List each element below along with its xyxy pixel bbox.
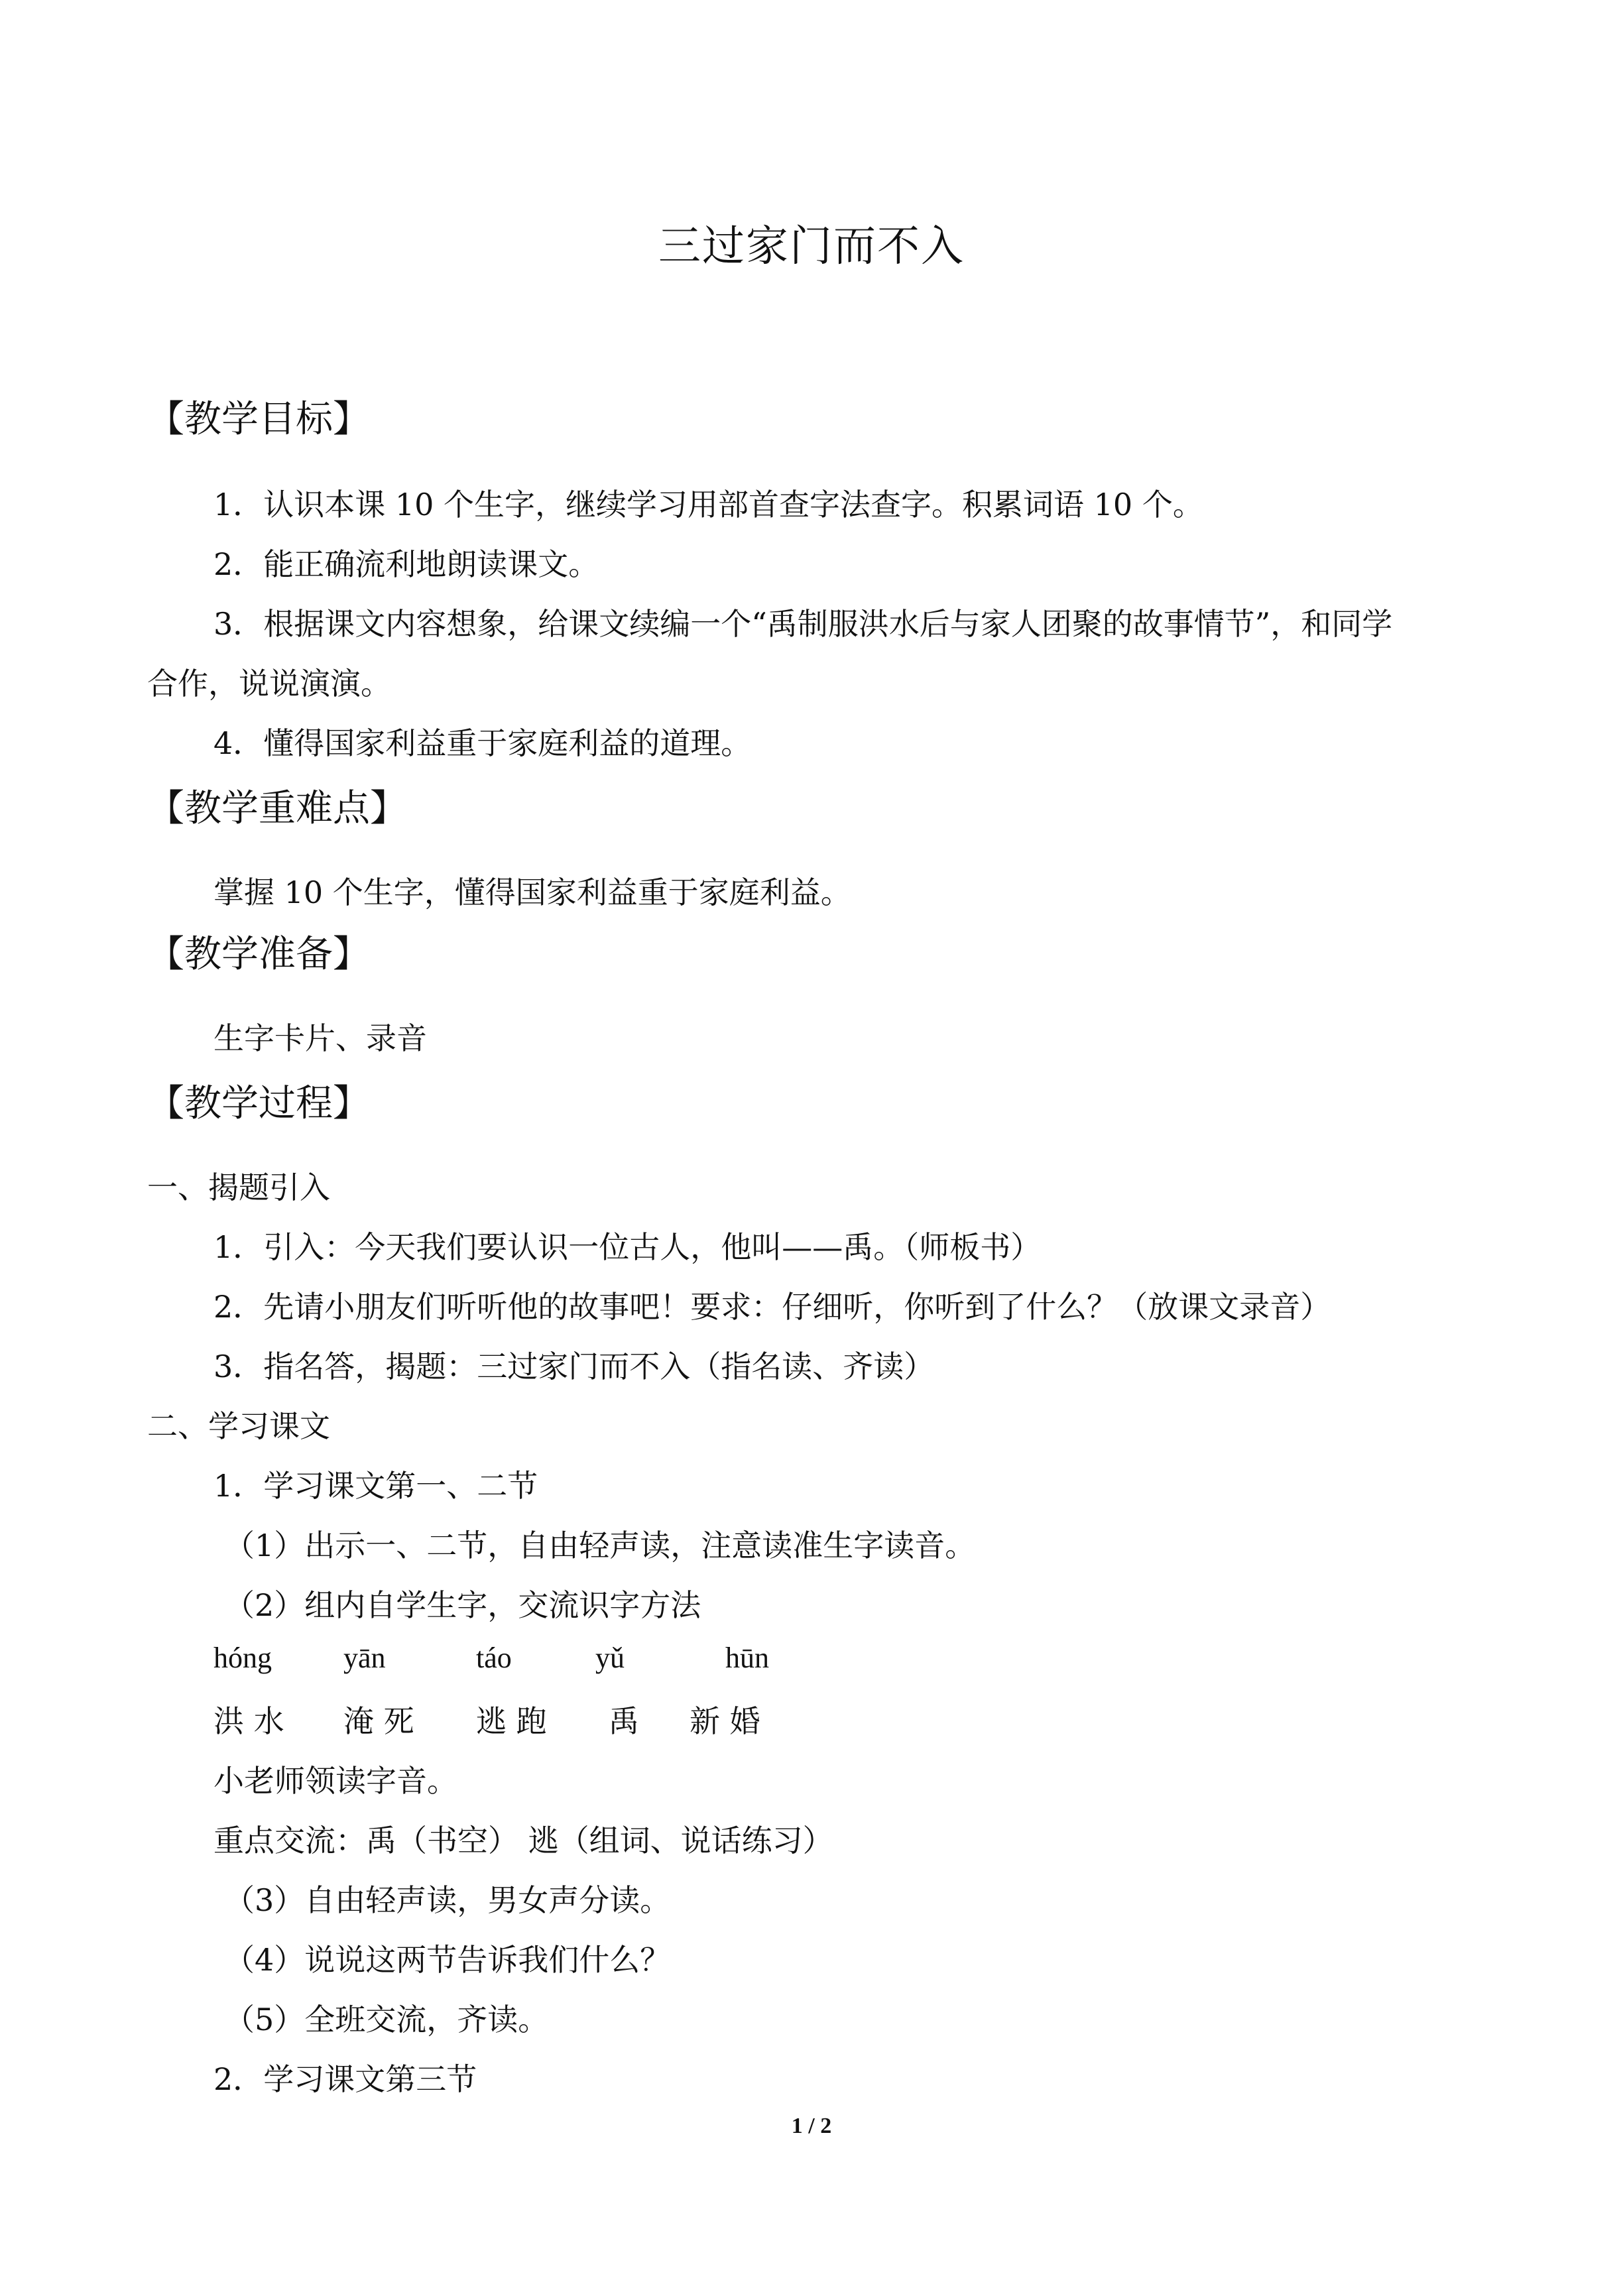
process-part1-title: 一、揭题引入 [147, 1170, 330, 1205]
pinyin-yan: yān [343, 1642, 386, 1674]
objective-item-continuation: 合作，说说演演。 [147, 666, 391, 701]
pinyin-tao: táo [476, 1642, 512, 1674]
process-part2-title: 二、学习课文 [147, 1408, 330, 1444]
process-part2-sub: （3）自由轻声读，男女声分读。 [224, 1882, 671, 1918]
process-part2-lead: 小老师领读字音。 [213, 1763, 457, 1799]
word-yansi: 淹 死 [343, 1703, 414, 1739]
process-part2-sub: （1）出示一、二节，自由轻声读，注意读准生字读音。 [224, 1528, 976, 1563]
pinyin-hun: hūn [725, 1642, 769, 1674]
objective-item: 1．认识本课 10 个生字，继续学习用部首查字法查字。积累词语 10 个。 [213, 487, 1203, 522]
pinyin-yu: yǔ [595, 1642, 625, 1674]
preparation-text: 生字卡片、录音 [213, 1020, 427, 1056]
objective-item: 4．懂得国家利益重于家庭利益的道理。 [213, 725, 752, 761]
document-title: 三过家门而不入 [658, 222, 965, 271]
process-part1-item: 1．引入：今天我们要认识一位古人，他叫——禹。（师板书） [213, 1229, 1042, 1265]
process-part2-step: 2．学习课文第三节 [213, 2061, 477, 2097]
heading-preparation: 【教学准备】 [147, 933, 370, 976]
process-part2-sub: （4）说说这两节告诉我们什么？ [224, 1942, 671, 1978]
pinyin-hong: hóng [213, 1642, 272, 1674]
word-taopao: 逃 跑 [476, 1703, 547, 1739]
process-part1-item: 3．指名答，揭题：三过家门而不入（指名读、齐读） [213, 1349, 935, 1384]
word-xinhun: 新 婚 [690, 1703, 760, 1739]
heading-key-points: 【教学重难点】 [147, 787, 407, 830]
key-points-text: 掌握 10 个生字，懂得国家利益重于家庭利益。 [213, 875, 851, 910]
process-part2-focus: 重点交流：禹（书空） 逃（组词、说话练习） [213, 1823, 833, 1858]
word-yu: 禹 [609, 1703, 639, 1739]
page-number: 1 / 2 [791, 2114, 832, 2138]
process-part2-step: 1．学习课文第一、二节 [213, 1468, 538, 1504]
objective-item: 3．根据课文内容想象，给课文续编一个“禹制服洪水后与家人团聚的故事情节”，和同学 [213, 606, 1393, 642]
word-hongshui: 洪 水 [213, 1703, 284, 1739]
heading-process: 【教学过程】 [147, 1082, 370, 1125]
process-part2-sub: （5）全班交流，齐读。 [224, 2002, 549, 2037]
heading-objectives: 【教学目标】 [147, 398, 370, 441]
objective-item: 2．能正确流利地朗读课文。 [213, 546, 599, 582]
process-part1-item: 2．先请小朋友们听听他的故事吧！要求：仔细听，你听到了什么？（放课文录音） [213, 1289, 1331, 1325]
process-part2-sub: （2）组内自学生字，交流识字方法 [224, 1587, 701, 1623]
